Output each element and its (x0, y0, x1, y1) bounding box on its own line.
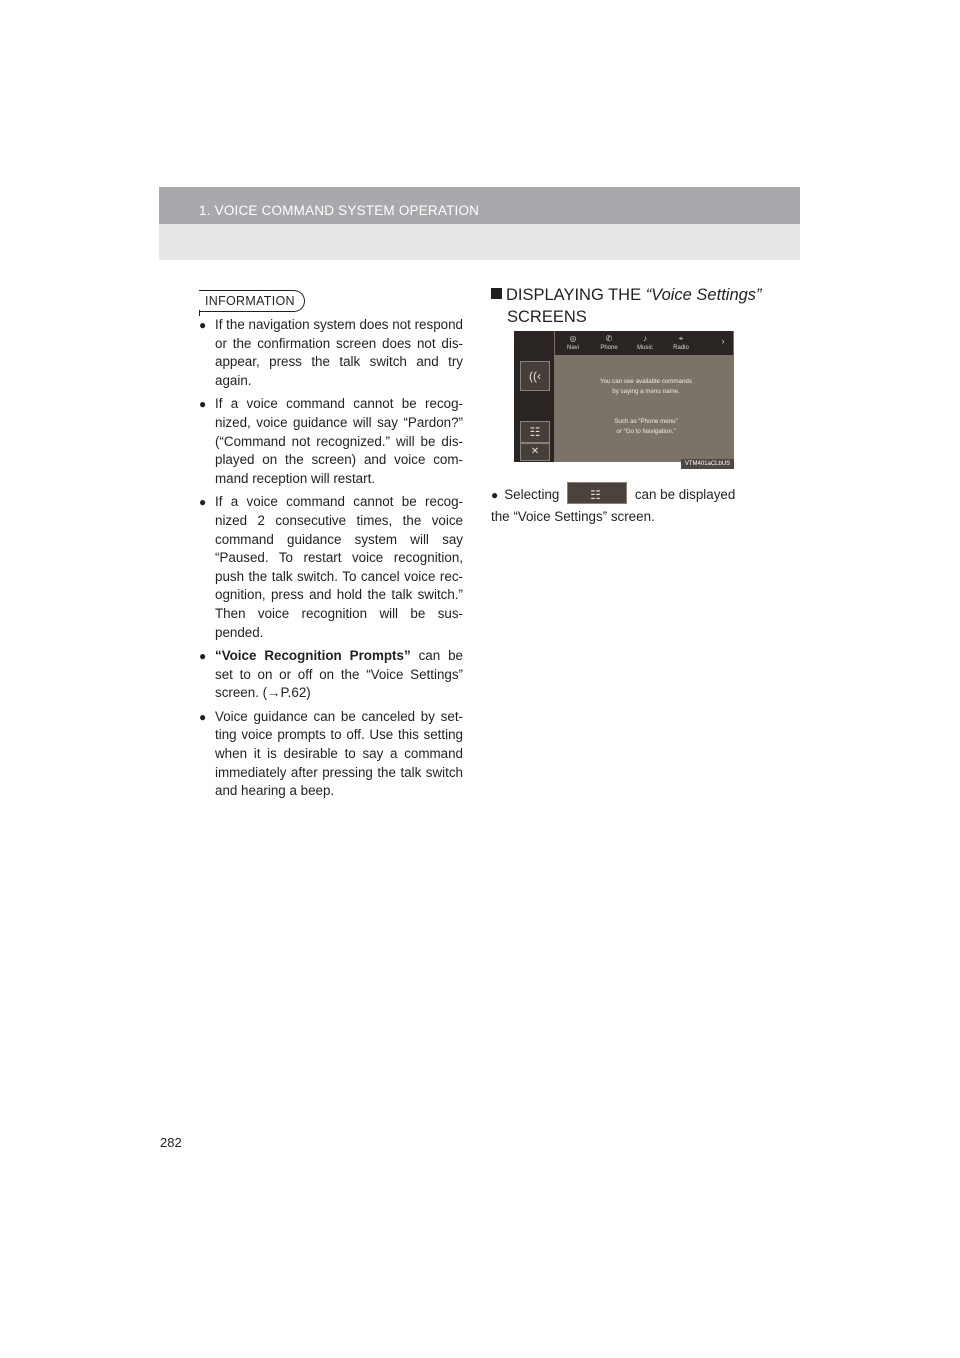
radio-icon: ⌖ (678, 334, 684, 343)
bullet-icon: ● (199, 495, 207, 510)
screen-message-line: by saying a menu name. (612, 388, 680, 395)
screen-message-line: You can see available commands (600, 378, 692, 385)
section-heading: DISPLAYING THE “Voice Settings” SCREENS (491, 284, 781, 328)
bullet-icon: ● (199, 397, 207, 412)
selecting-paragraph: ● Selecting ☷ can be displayed the “Voice Settings” screen. (491, 482, 757, 527)
info-item: ● Voice guidance can be canceled by set-ting voice prompts to off. Use this setting when it is desirable to say a command immediately after pressing the talk switch and hearing a beep. (199, 708, 463, 799)
figure-code: VTM401aCLbUS (681, 459, 734, 469)
info-item: ● If a voice command cannot be recog-nized, voice guidance will say “Pardon?” (“Command not recognized.” will be dis-played on the screen) and voice com-mand reception will restart. (199, 396, 463, 486)
navi-icon: ◎ (569, 334, 577, 343)
close-icon: ✕ (520, 443, 550, 461)
chapter-title: 1. VOICE COMMAND SYSTEM OPERATION (199, 203, 480, 218)
header-band (159, 224, 800, 260)
voice-icon: ((‹ (520, 361, 550, 391)
info-item: ● “Voice Recognition Prompts” can be set to on or off on the “Voice Settings” screen. (→P.62) (199, 648, 463, 701)
tab-navi: ◎ Navi (557, 333, 589, 352)
bullet-icon: ● (199, 649, 207, 664)
square-bullet-icon (491, 288, 502, 299)
information-tag: INFORMATION (199, 290, 305, 312)
screen-sidebar (514, 331, 554, 462)
screen-message-line: or “Go to Navigation.” (616, 428, 676, 435)
voice-command-screen-figure (514, 331, 734, 462)
info-item: ● If a voice command cannot be recog-nized 2 consecutive times, the voice command guidance system will say “Paused. To restart voice recognition, push the talk switch. To cancel voice rec-ognition, press and hold the talk switch.” Then voice recognition will be sus-pended. (199, 494, 463, 640)
music-icon: ♪ (643, 334, 647, 343)
info-item: ● If the navigation system does not respond or the confirmation screen does not dis-appear, press the talk switch and try again. (199, 317, 463, 388)
tab-phone: ✆ Phone (593, 333, 625, 352)
screen-message-line: Such as “Phone menu” (614, 418, 678, 425)
bullet-icon: ● (199, 709, 207, 724)
screen-tab-bar (555, 331, 733, 355)
chapter-header (159, 187, 800, 224)
voice-settings-button-icon: ☷ (567, 482, 627, 504)
tab-music: ♪ Music (629, 333, 661, 352)
chevron-right-icon: › (721, 336, 725, 346)
page-number: 282 (160, 1135, 182, 1150)
bullet-icon: ● (491, 488, 499, 502)
voice-settings-icon: ☷ (520, 421, 550, 443)
information-list (199, 316, 463, 806)
bullet-icon: ● (199, 318, 207, 332)
phone-icon: ✆ (605, 334, 613, 343)
tab-radio: ⌖ Radio (665, 333, 697, 352)
